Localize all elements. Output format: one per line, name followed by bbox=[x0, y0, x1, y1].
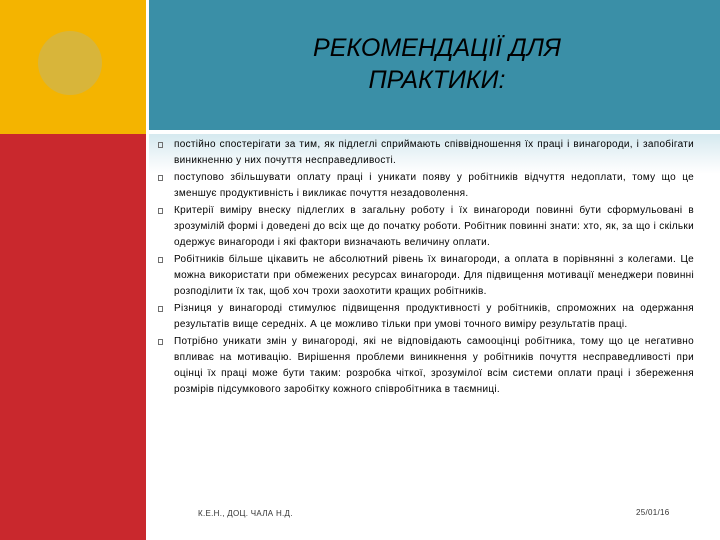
list-item bbox=[158, 334, 694, 398]
bullet-square-icon bbox=[158, 257, 163, 263]
list-item-text: поступово збільшувати оплату праці і уникати появу у робітників відчуття недоплати, тому що це зменшує продуктивність і викликає почуття незадоволення. bbox=[174, 172, 694, 199]
footer-author: К.Е.Н., ДОЦ. ЧАЛА Н.Д. bbox=[198, 509, 293, 518]
list-item-text: Критерії виміру внеску підлеглих в загальну роботу і їх винагороди повинні бути сформульовані в зрозумілій формі і доведені до всіх ще до початку роботи. Робітник повинні знати: хто, як, за що і скільки одержує винагороди і які фактори визначають величину оплати. bbox=[174, 205, 694, 248]
list-item-text: Різниця у винагороді стимулює підвищення продуктивності у робітників, спроможних на одержання результатів вище середніх. А це можливо тільки при умові точного виміру результатів праці. bbox=[174, 303, 694, 330]
list-item bbox=[158, 301, 694, 333]
bullet-square-icon bbox=[158, 175, 163, 181]
list-item-text: постійно спостерігати за тим, як підлеглі сприймають співвідношення їх праці і винагороди, і запобігати виникненню у них почуття несправедливості. bbox=[174, 139, 694, 166]
bullet-square-icon bbox=[158, 339, 163, 345]
slide-title bbox=[158, 32, 716, 96]
footer-date: 25/01/16 bbox=[636, 508, 670, 517]
list-item bbox=[158, 252, 694, 300]
list-item bbox=[158, 170, 694, 202]
decorative-circle-icon bbox=[38, 31, 102, 95]
list-item-text: Робітників більше цікавить не абсолютний рівень їх винагороди, а оплата в порівнянні з колегами. Це можна використати при обмежених ресурсах винагороди. Для підвищення мотивації менеджери повинні розподілити їх так, щоб хоч трохи заохотити кращих робітників. bbox=[174, 254, 694, 297]
bullet-square-icon bbox=[158, 208, 163, 214]
list-item bbox=[158, 137, 694, 169]
recommendation-list bbox=[158, 137, 694, 399]
bullet-square-icon bbox=[158, 306, 163, 312]
left-accent-red-panel bbox=[0, 134, 146, 540]
slide-title-line-1: РЕКОМЕНДАЦІЇ ДЛЯ bbox=[313, 34, 561, 62]
list-item bbox=[158, 203, 694, 251]
bullet-square-icon bbox=[158, 142, 163, 148]
list-item-text: Потрібно уникати змін у винагороді, які не відповідають самооцінці робітника, тому що це негативно впливає на мотивацію. Вирішення проблеми виникнення у робітників почуття несправедливості при оцінці їх праці може бути таким: розробка чіткої, зрозумілої всім системи оплати праці і збереження розмірів підсумкового заробітку кожного співробітника в таємниці. bbox=[174, 336, 694, 395]
slide-title-line-2: ПРАКТИКИ: bbox=[368, 66, 506, 94]
